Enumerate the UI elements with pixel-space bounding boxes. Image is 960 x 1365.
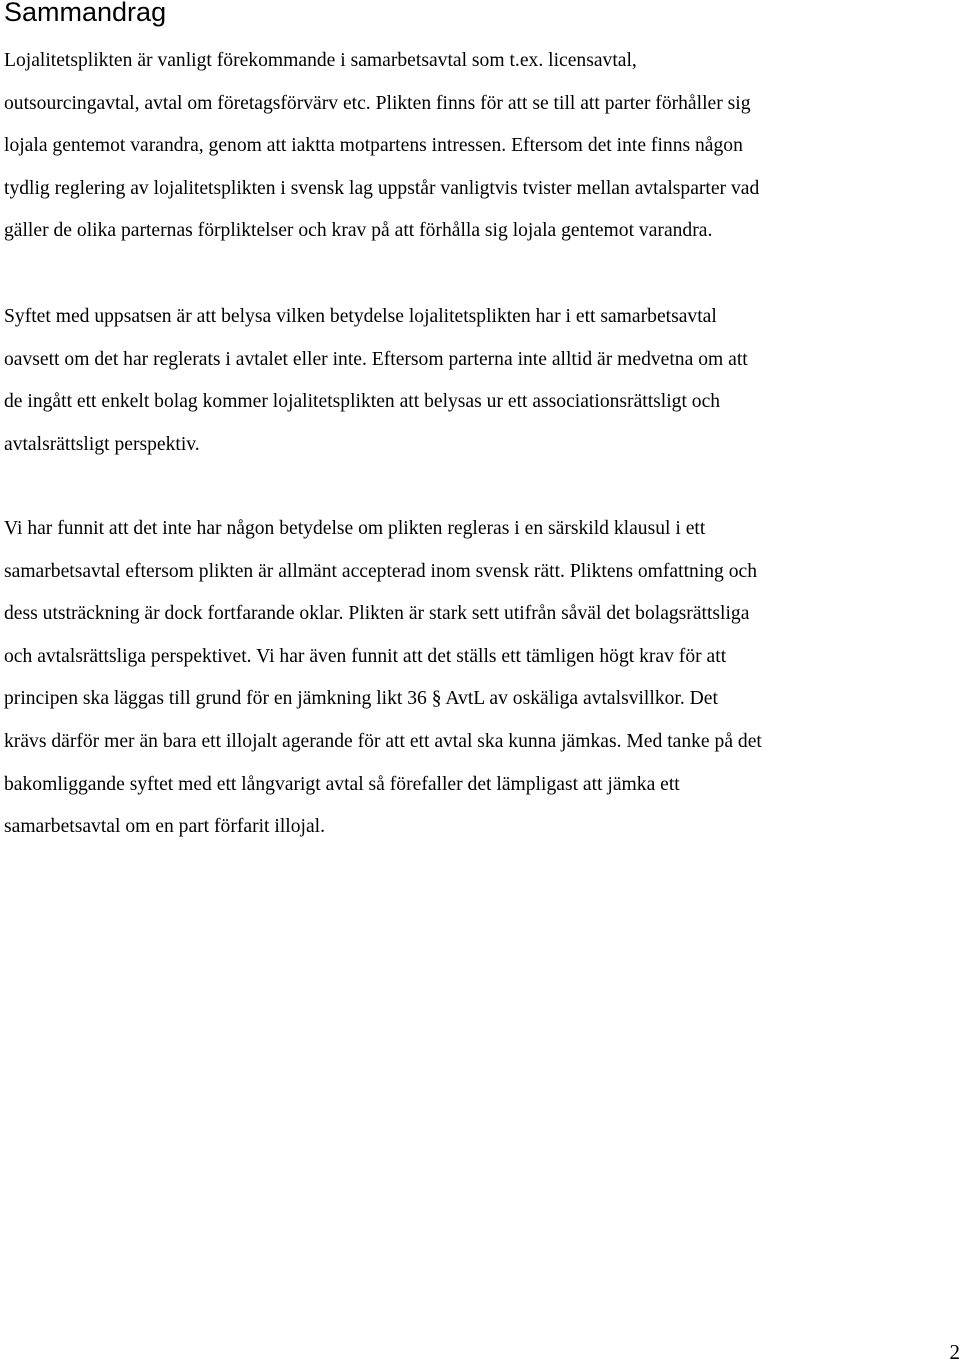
text-line: avtalsrättsligt perspektiv. [4, 433, 200, 455]
text-line: tydlig reglering av lojalitetsplikten i svensk lag uppstår vanligtvis tvister mellan avtalsparter vad [4, 177, 760, 199]
text-line: Syftet med uppsatsen är att belysa vilken betydelse lojalitetsplikten har i ett samarbetsavtal [4, 306, 717, 327]
paragraph-3 [4, 508, 960, 849]
text-line: lojala gentemot varandra, genom att iaktta motpartens intressen. Eftersom det inte finns någon [4, 135, 743, 157]
text-line: gäller de olika parternas förpliktelser och krav på att förhålla sig lojala gentemot varandra. [4, 220, 713, 242]
text-line: krävs därför mer än bara ett illojalt agerande för att ett avtal ska kunna jämkas. Med tanke på det [4, 730, 762, 752]
paragraph-1 [4, 40, 960, 253]
text-line: principen ska läggas till grund för en jämkning likt 36 § AvtL av oskäliga avtalsvillkor. Det [4, 688, 718, 710]
text-line: bakomliggande syftet med ett långvarigt avtal så förefaller det lämpligast att jämka ett [4, 773, 680, 795]
text-line: samarbetsavtal eftersom plikten är allmänt accepterad inom svensk rätt. Pliktens omfattning och [4, 560, 758, 582]
text-line: Lojalitetsplikten är vanligt förekommande i samarbetsavtal som t.ex. licensavtal, [4, 50, 637, 71]
page-heading: Sammandrag [4, 0, 167, 27]
text-line: Vi har funnit att det inte har någon betydelse om plikten regleras i en särskild klausul i ett [4, 518, 706, 539]
text-line: outsourcingavtal, avtal om företagsförvärv etc. Plikten finns för att se till att parter förhåller sig [4, 92, 751, 114]
text-line: samarbetsavtal om en part förfarit illojal. [4, 816, 326, 838]
paragraph-2 [4, 296, 960, 466]
text-line: dess utsträckning är dock fortfarande oklar. Plikten är stark sett utifrån såväl det bolagsrättsliga [4, 603, 750, 625]
text-line: de ingått ett enkelt bolag kommer lojalitetsplikten att belysas ur ett associationsrättsligt och [4, 391, 721, 413]
text-line: och avtalsrättsliga perspektivet. Vi har även funnit att det ställs ett tämligen högt krav för att [4, 645, 727, 667]
page-number: 2 [949, 1340, 960, 1364]
text-line: oavsett om det har reglerats i avtalet eller inte. Eftersom parterna inte alltid är medvetna om att [4, 348, 748, 370]
